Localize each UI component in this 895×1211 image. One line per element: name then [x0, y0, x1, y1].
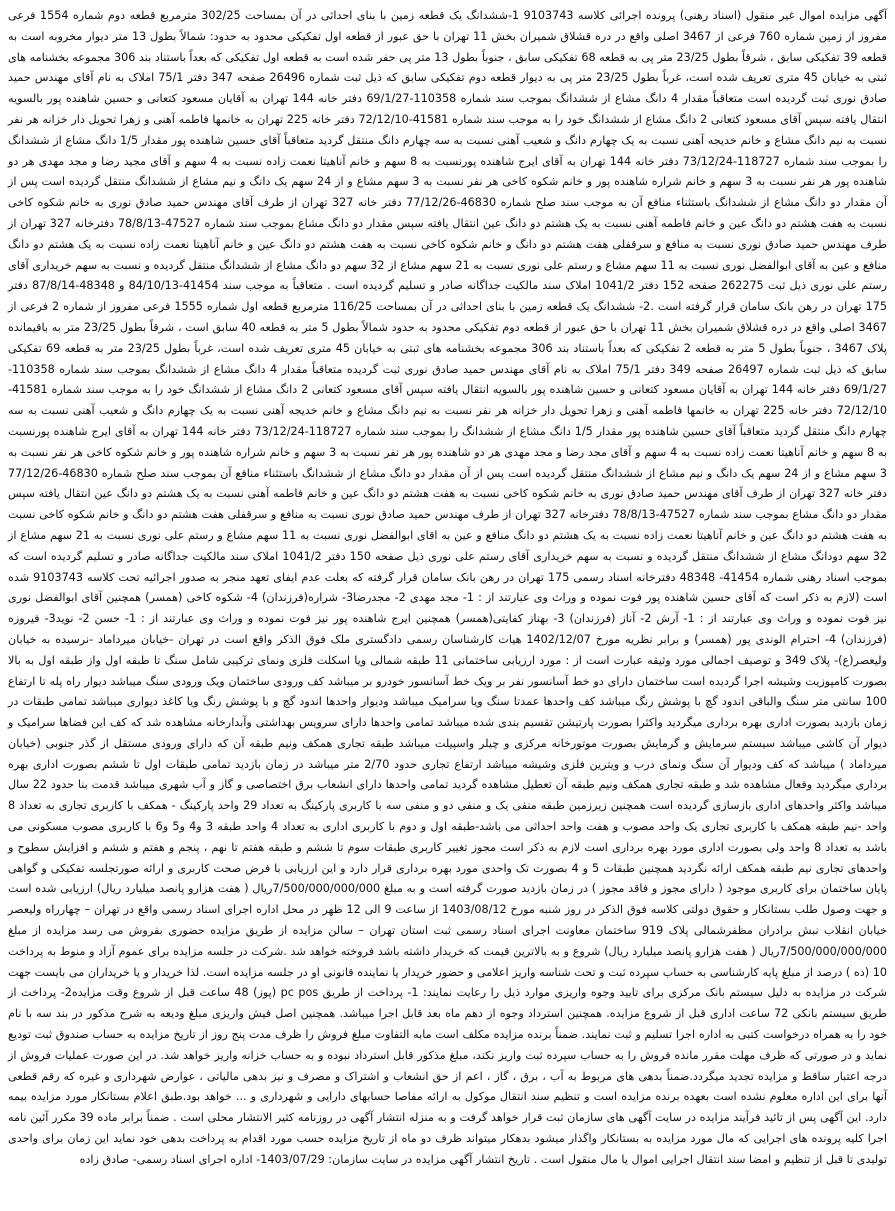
notice-body-text: آگهی مزایده اموال غیر منقول (اسناد رهنی) پرونده اجرائی کلاسه 9103743 1-ششدانگ یک قطعه زمین با بنای احداثی در آن بمساحت 302/25 مترمربع قطعه دوم شماره 1554 فرعی مفروز از زمین شماره 760 فرعی از 3467 اصلی واقع در دره قشلاق شمیران بخش 11 تهران با حق عبور از قطعه اول تفکیکی محدود به حدود: شمالاً بطول 13 متر دیوار مخروبه است به قطعه 39 تفکیکی سابق ، شرقاً بطول 23/25 متر پی به قطعه 68 تفکیکی سابق ، جنوباً بطول 13 متر پی حفر شده است به قطعه اول تفکیکی که بعداً باستناد بند 306 مجموعه بخشنامه های ثبتی به خیابان 45 متری تعریف شده است، غرباً بطول 23/25 متر پی به دیوار قطعه دوم تفکیکی سابق که ذیل ثبت شماره 26496 صفحه 347 دفتر 75/1 املاک به نام آقای مهندس حمید صادق نوری ثبت گردیده است متعاقباً مقدار 4 دانگ مشاع از ششدانگ بموجب سند شماره 110358-69/1/27 دفتر خانه 144 تهران به آقایان مسعود کتعانی و حسین شاهنده پور بالسویه انتقال یافته سپس آقای مسعود کتعانی 2 دانگ مشاع از ششدانگ خود را به موجب سند شماره 41581-72/12/10 دفتر خانه 225 تهران به خانمها فاطمه آهنی و زهرا تحویل دار خزانه هر نفر نسبت به نیم دانگ مشاع و خانم خدیجه آهنی نسبت به یک چهارم دانگ و شعیب آهنی نسبت به سه چهارم دانگ منتقل گردید متعاقباً آقای حسین شاهنده پور مقدار 1/5 دانگ مشاع از ششدانگ را بموجب سند شماره 118727-73/12/24 دفتر خانه 144 تهران به آقای ایرج شاهنده پورنسبت به 8 سهم و خانم آناهیتا نعمت زاده نسبت به 4 سهم و آقای مجید رضا و مجد مهدی هر دو شاهنده پور هر نفر نسبت به 3 سهم و خانم شراره شاهنده پور و خانم شکوه کاخی هر نفر نسبت به 3 سهم مشاع و از 24 سهم یک دانگ و نیم مشاع از ششدانگ منتقل گردیده است پس از آن مقدار دو دانگ مشاع از ششدانگ باستثناء منافع آن به موجب سند صلح شماره 46830-77/12/26 دفتر خانه 327 تهران از طرف آقای مهندس حمید صادق نوری به خانم شکوه کاخی نسبت به هفت هشتم دو دانگ عین و خانم فاطمه آهنی نسبت به یک هشتم دو دانگ عین انتقال یافته سپس مقدار دو دانگ مشاع بموجب سند شماره 47527-78/8/13 دفترخانه 327 تهران از طرف مهندس حمید صادق نوری نسبت به منافع و سرقفلی هفت هشتم دو دانگ و خانم شکوه کاخی نسبت به هفت هشتم دو دانگ عین و خانم آناهیتا نعمت زاده نسبت به یک هشتم دو دانگ منافع و عین به آقای ابوالفضل نوری نسبت به 11 سهم مشاع و رستم علی نوری نسبت به 21 سهم مشاع از 32 سهم دو دانگ مشاع از ششدانگ منتقل گردیده و نسبت به سهم خریداری آقای رستم علی نوری ذیل ثبت 262275 صفحه 152 دفتر 1041/2 املاک سند مالکیت جداگانه صادر و تسلیم گردیده است . متعاقباً به موجب سند 41454-84/10/13 و 48348-87/8/14 دفتر 175 تهران در رهن بانک سامان قرار گرفته است .2- ششدانگ یک قطعه زمین با بنای احداثی در آن بمساحت 116/25 مترمربع قطعه اول شماره 1555 فرعی مفروز از شماره 2 فرعی از 3467 اصلی واقع در دره قشلاق شمیران بخش 11 تهران با حق عبور از قطعه دوم تفکیکی محدود به حدود شمالاً بطول 5 متر به قطعه 40 سابق است ، شرقاً بطول 23/25 متر به باقیمانده پلاک 3467 ، جنوباً بطول 5 متر به قطعه 2 تفکیکی که بعداً باستناد بند 306 مجموعه بخشنامه های ثبتی به خیابان 45 متری تعریف شده است، غرباً بطول 23/25 متر به قطعه 69 تفکیکی سابق که ذیل ثبت شماره 26497 صفحه 349 دفتر 75/1 املاک به نام آقای مهندس حمید صادق نوری ثبت گردیده متعاقباً مقدار 4 دانگ مشاع از ششدانگ بموجب سند شماره 110358-69/1/27 دفتر خانه 144 تهران به آقایان مسعود کتعانی و حسین شاهنده پور بالسویه انتقال یافته سپس آقای مسعود کتعانی 2 دانگ مشاع از ششدانگ خود را به موجب سند شماره 41581-72/12/10 دفتر خانه 225 تهران به خانمها فاطمه آهنی و زهرا تحویل دار خزانه هر نفر نسبت به نیم دانگ مشاع و خانم خدیجه آهنی نسبت به یک چهارم دانگ و شعیب آهنی نسبت به سه چهارم دانگ منتقل گردید متعاقباً آقای حسین شاهنده پور مقدار 1/5 دانگ مشاع از ششدانگ را بموجب سند شماره 118727-73/12/24 دفتر خانه 144 تهران به آقای ایرج شاهنده پورنسبت به 8 سهم و خانم آناهیتا نعمت زاده نسبت به 4 سهم و آقای مجد رضا و مجد مهدی هر دو شاهنده پور هر نفر نسبت به 3 سهم و خانم شراره شاهنده پور و خانم شکوه کاخی هر نفر نسبت به 3 سهم مشاع و از 24 سهم یک دانگ و نیم مشاع از ششدانگ منتقل گردیده است پس از آن مقدار دو دانگ مشاع از ششدانگ باستثناء منافع آن بموجب سند صلح شماره 46830-77/12/26 دفتر خانه 327 تهران از طرف آقای مهندس حمید صادق نوری به خانم شکوه کاخی نسبت به هفت هشتم دو دانگ عین و خانم فاطمه آهنی نسبت به یک هشتم دو دانگ عین انتقال یافته سپس مقدار دو دانگ مشاع بموجب سند شماره 47527-78/8/13 دفترخانه 327 تهران از طرف مهندس حمید صادق نوری نسبت به منافع و سرقفلی هفت هشتم دو دانگ و خانم شکوه کاخی نسبت به هفت هشتم دو دانگ عین و خانم آناهیتا نعمت زاده نسبت به یک هشتم دو دانگ منافع و عین به اقای ابوالفضل نوری نسبت به 11 سهم مشاع و رستم علی نوری نسبت به 21 سهم مشاع از 32 سهم دودانگ مشاع از ششدانگ منتقل گردیده و نسبت به سهم خریداری آقای رستم علی نوری ذیل صفحه 150 دفتر 1041/2 املاک سند مالکیت جداگانه صادر و تسلیم گردیده است که بموجب اسناد رهنی شماره 41454- 48348 دفترخانه اسناد رسمی 175 تهران در رهن بانک سامان قرار گرفته که بعلت عدم ایفای تعهد منجر به صدور اجرائیه تحت کلاسه 9103743 شده است (لازم به ذکر است که آقای حسین شاهنده پور فوت نموده و وراث وی عبارتند از : 1- مجد مهدی 2- مجدرضا3- شراره(فرزندان) 4- شکوه کاخی (همسر) همچنین آقای ابوالفضل نوری نیز فوت نموده و وراث وی عبارتند از : 1- آرش 2- آناز (فرزندان) 3- بهناز کفایتی(همسر) همچنین ایرج شاهنده پور نیز فوت نموده و وراث وی عبارتند از : 1- حسن 2- نوید3- فیروزه (فرزندان) 4- احترام الوندی پور (همسر) و برابر نظریه مورخ 1402/12/07 هیات کارشناسان رسمی دادگستری ملک فوق الذکر واقع است در تهران -خیابان میرداماد -نرسیده به خیابان ولیعصر(ع)- پلاک 349 و توصیف اجمالی مورد وثیقه عبارت است از : مورد ارزیابی ساختمانی 11 طبقه شمالی ویا اسکلت فلزی ونمای ترکیبی شامل سنگ تا طبقه اول واز طبقه اول به بالا بصورت کامپوزیت وشیشه اجرا گردیده است ساختمان دارای دو خط آسانسور نفر بر ویک خط آسانسور خودرو بر میباشد کف ورودی ساختمان ویک ورودی سنگ میباشد دیوار راه پله تا ارتفاع 100 سانتی متر سنگ والباقی اندود گچ با پوشش رنگ میباشد کف واحدها عمدتا سنگ ویا سرامیک میباشد ودیوار واحدها اندود گچ و با پوشش رنگ ویا کاغذ دیواری میباشد تمامی طبقات در زمان بازدید بصورت اداری بهره برداری میگردید واکثرا بصورت پارتیشن تقسیم بندی شده میباشد تمامی واحدها دارای سرویس بهداشتی وآبدارخانه مشاهده شد که کف این فضاها سرامیک و دیوار آن کاشی میباشد سیستم سرمایش و گرمایش بصورت موتورخانه مرکزی و چیلر واسپیلت میباشد طبقه تجاری همکف ونیم طبقه آن که دارای ورودی مستقل از گذر جنوبی (خیابان میرداماد ) میباشد که کف ودیوار آن سنگ ونمای درب و ویترین فلزی وشیشه میباشد ارتفاع تجاری حدود 2/70 متر میباشد در زمان بازدید تمامی طبقات اول تا ششم بصورت اداری بهره برداری میگردید وفعال مشاهده شد و طبقه تجاری همکف ونیم طبقه آن تعطیل مشاهده گردید تمامی واحدها دارای انشعاب برق اختصاصی و گاز و آب شهری میباشد قدمت بنا حدود 22 سال میباشد واکثر واحدهای اداری بازسازی گردیده است همچنین زیرزمین طبقه منفی یک و منفی دو و منفی سه با کاربری پارکینگ به تعداد 29 واحد پارکینگ - همکف با کاربری تجاری به تعداد 8 واحد -نیم طبقه همکف با کاربری تجاری یک واحد مصوب و هفت واحد احداثی می باشد-طبقه اول و دوم با کاربری اداری به تعداد 4 واحد طبقه 3 و4 و5 و6 با کاربری مصوب مسکونی می باشد به تعداد 8 واحد ولی بصورت اداری مورد بهره برداری است لازم به ذکر است مجوز تغییر کاربری طبقات سوم تا ششم و طبقه هفتم تا نهم ، پنجم و هفتم و ششم و افزایش سطوح و واحدهای تجاری نیم طبقه همکف ارائه نگردید همچنین طبقات 5 و 4 بصورت تک واحدی مورد بهره برداری قرار دارد و این ارزیابی با فرض صحت کاربری و ارائه صورتجلسه تفکیکی و گواهی پایان ساختمان برای کاربری موجود ( دارای مجوز و فاقد مجوز ) در زمان بازدید صورت گرفته است و به مبلغ 7/500/000/000/000ریال ( هفت هزارو پانصد میلیارد ریال) ارزیابی شده است و جهت وصول طلب بستانکار و حقوق دولتی کلاسه فوق الذکر در روز شنبه مورخ 1403/08/12 از ساعت 9 الی 12 ظهر در محل اداره اجرای اسناد رسمی واقع در تهران – چهارراه ولیعصر خیابان انقلاب نبش برادران مظفرشمالی پلاک 919 ساختمان معاونت اجرای اسناد رسمی ثبت استان تهران – سالن مزایده از طریق مزایده حضوری بفروش می رسد مزایده از مبلغ 7/500/000/000/000ریال ( هفت هزارو پانصد میلیارد ریال) شروع و به بالاترین قیمت که خریدار داشته باشد فروخته خواهد شد .شرکت در جلسه مزایده برای عموم آزاد و منوط به پرداخت 10 (ده ) درصد از مبلغ پایه کارشناسی به حساب سپرده ثبت و تحت شناسه واریز اعلامی و حضور خریدار یا نماینده قانونی او در جلسه مزایده است. لذا خریدار و یا خریداران می بایست جهت شرکت در مزایده به دلیل سیستم بانک مرکزی برای تایید وجوه واریزی موارد ذیل را رعایت نمایند: 1- پرداخت از طریق pc pos (پوز) 48 ساعت قبل از شروع وقت مزایده2- پرداخت از طریق سیستم بانکی 72 ساعت اداری قبل از شروع مزایده. همچنین استرداد وجوه از دهم ماه بعد قابل اجرا میباشد. همچنین اصل فیش واریزی مبلغ ودیعه به شرح مذکور در بند سه با نام خود را به همراه درخواست کتبی به اداره اجرا تسلیم و ثبت نمایند. ضمناً برنده مزایده مکلف است مابه التفاوت مبلغ فروش را ظرف مدت پنج روز از تاریخ مزایده به حساب صندوق ثبت تودیع نماید و در صورتی که ظرف مهلت مقرر مانده فروش را به حساب سپرده ثبت واریز نکند، مبلغ مذکور قابل استرداد نبوده و به حساب خزانه واریز خواهد شد. در این صورت عملیات فروش از درجه اعتبار ساقط و مزایده تجدید میگردد.ضمناً بدهی های مربوط به آب ، برق ، گاز ، اعم از حق انشعاب و اشتراک و مصرف و نیز بدهی مالیاتی ، عوارض شهرداری و غیره که رقم قطعی آنها برای این اداره معلوم نشده است بعهده برنده مزایده است و تنظیم سند انتقال موکول به ارائه مفاصا حسابهای دارایی و شهرداری و ... خواهد بود.طبق اعلام بستانکار مورد مزایده بیمه دارد. این آگهی پس از تائید فرآیند مزایده در سایت آگهی های سازمان ثبت قرار خواهد گرفت و به منزله انتشار آگهی در روزنامه کثیر الانتشار محلی است . ضمناً برابر ماده 39 مکرر آئین نامه اجرا کلیه پرونده های اجرایی که مال مورد مزایده به بستانکار واگذار میشود بدهکار میتواند ظرف دو ماه از تاریخ مزایده حسب مورد اقدام به پرداخت بدهی خود نماید این زمان برای واحدی تولیدی تا قبل از تنظیم و امضا سند انتقال اجرایی اموال یا مال منقول است . تاریخ انتشار آگهی مزایده در سایت سازمان: 1403/07/29- اداره اجرای اسناد رسمی- صادق زاده [8, 9, 888, 1166]
